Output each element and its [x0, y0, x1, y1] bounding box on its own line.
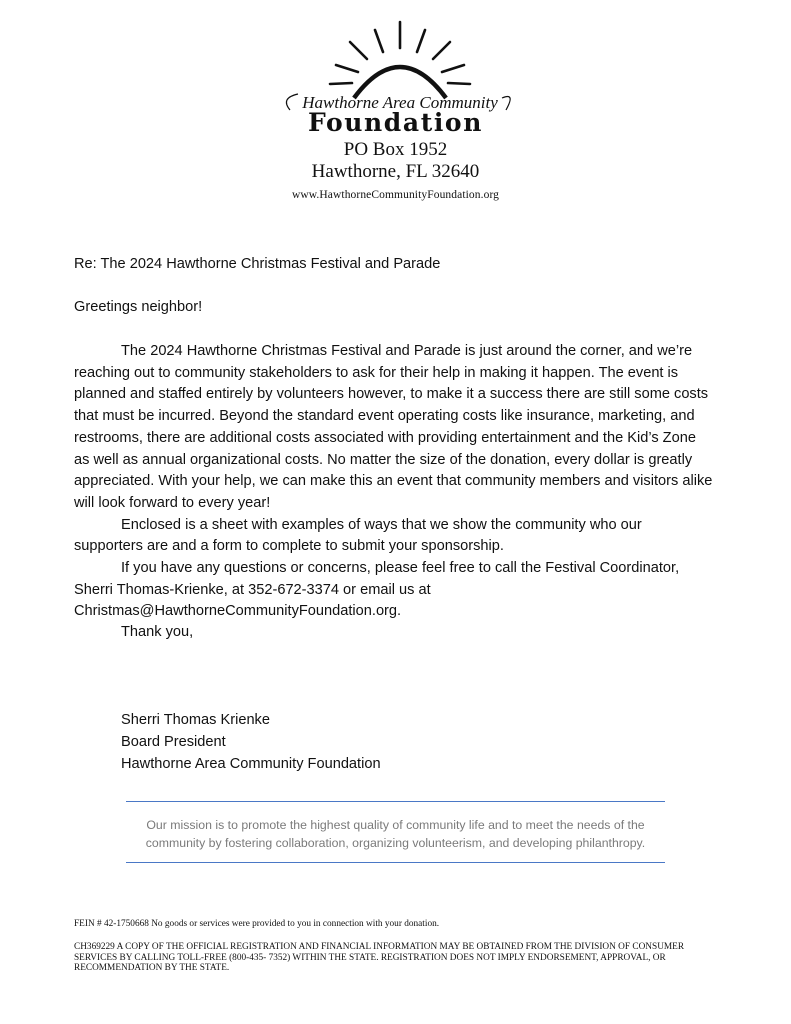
- divider: [126, 801, 665, 802]
- signature-block: [121, 709, 381, 775]
- po-box: PO Box 1952: [343, 139, 448, 160]
- paragraph: If you have any questions or concerns, please feel free to call the Festival Coordinator, Sherri Thomas-Krienke, at 352-672-3374 or email us at Christmas@HawthorneCommunityFoundation.org.: [74, 560, 680, 620]
- greeting: Greetings neighbor!: [74, 299, 203, 315]
- website-link[interactable]: www.HawthorneCommunityFoundation.org: [291, 189, 500, 201]
- letter-body: [74, 341, 714, 623]
- signer-organization: Hawthorne Area Community Foundation: [121, 756, 381, 772]
- paragraph: Enclosed is a sheet with examples of ways that we show the community who our supporters are and a form to complete to submit your sponsorship.: [74, 516, 642, 555]
- logo-script-text: Hawthorne Area Community: [302, 93, 498, 112]
- registration-disclaimer: CH369229 A COPY OF THE OFFICIAL REGISTRATION AND FINANCIAL INFORMATION MAY BE OBTAINED FROM THE DIVISION OF CONSUMER SERVICES BY CALLING TOLL-FREE (800-435- 7352) WITHIN THE STATE. REGISTRATION DOES NOT IMPLY ENDORSEMENT, APPROVAL, OR RECOMMENDATION BY THE STATE.: [74, 942, 685, 974]
- city-state-zip: Hawthorne, FL 32640: [311, 161, 480, 182]
- logo-foundation-text: Foundation: [308, 108, 483, 137]
- paragraph: The 2024 Hawthorne Christmas Festival and Parade is just around the corner, and we’re reaching out to community stakeholders to ask for their help in making it happen. The event is planned and staffed entirely by volunteers however, to make it a success there are still some costs that must be incurred. Beyond the standard event operating costs like insurance, marketing, and restrooms, there are additional costs associated with providing entertainment and the Kid’s Zone as well as annual organizational costs. No matter the size of the donation, every dollar is greatly appreciated. With your help, we can make this an event that community members and visitors alike will look forward to every year!: [74, 343, 713, 511]
- divider: [126, 862, 665, 863]
- fein-notice: FEIN # 42-1750668 No goods or services were provided to you in connection with your donation.: [74, 919, 440, 929]
- mission-statement: Our mission is to promote the highest quality of community life and to meet the needs of the community by fostering collaboration, organizing volunteerism, and developing philanthropy.: [145, 818, 646, 850]
- signer-name: Sherri Thomas Krienke: [121, 712, 270, 728]
- subject-line: Re: The 2024 Hawthorne Christmas Festival and Parade: [74, 256, 441, 272]
- closing: Thank you,: [121, 624, 194, 640]
- signer-title: Board President: [121, 734, 226, 750]
